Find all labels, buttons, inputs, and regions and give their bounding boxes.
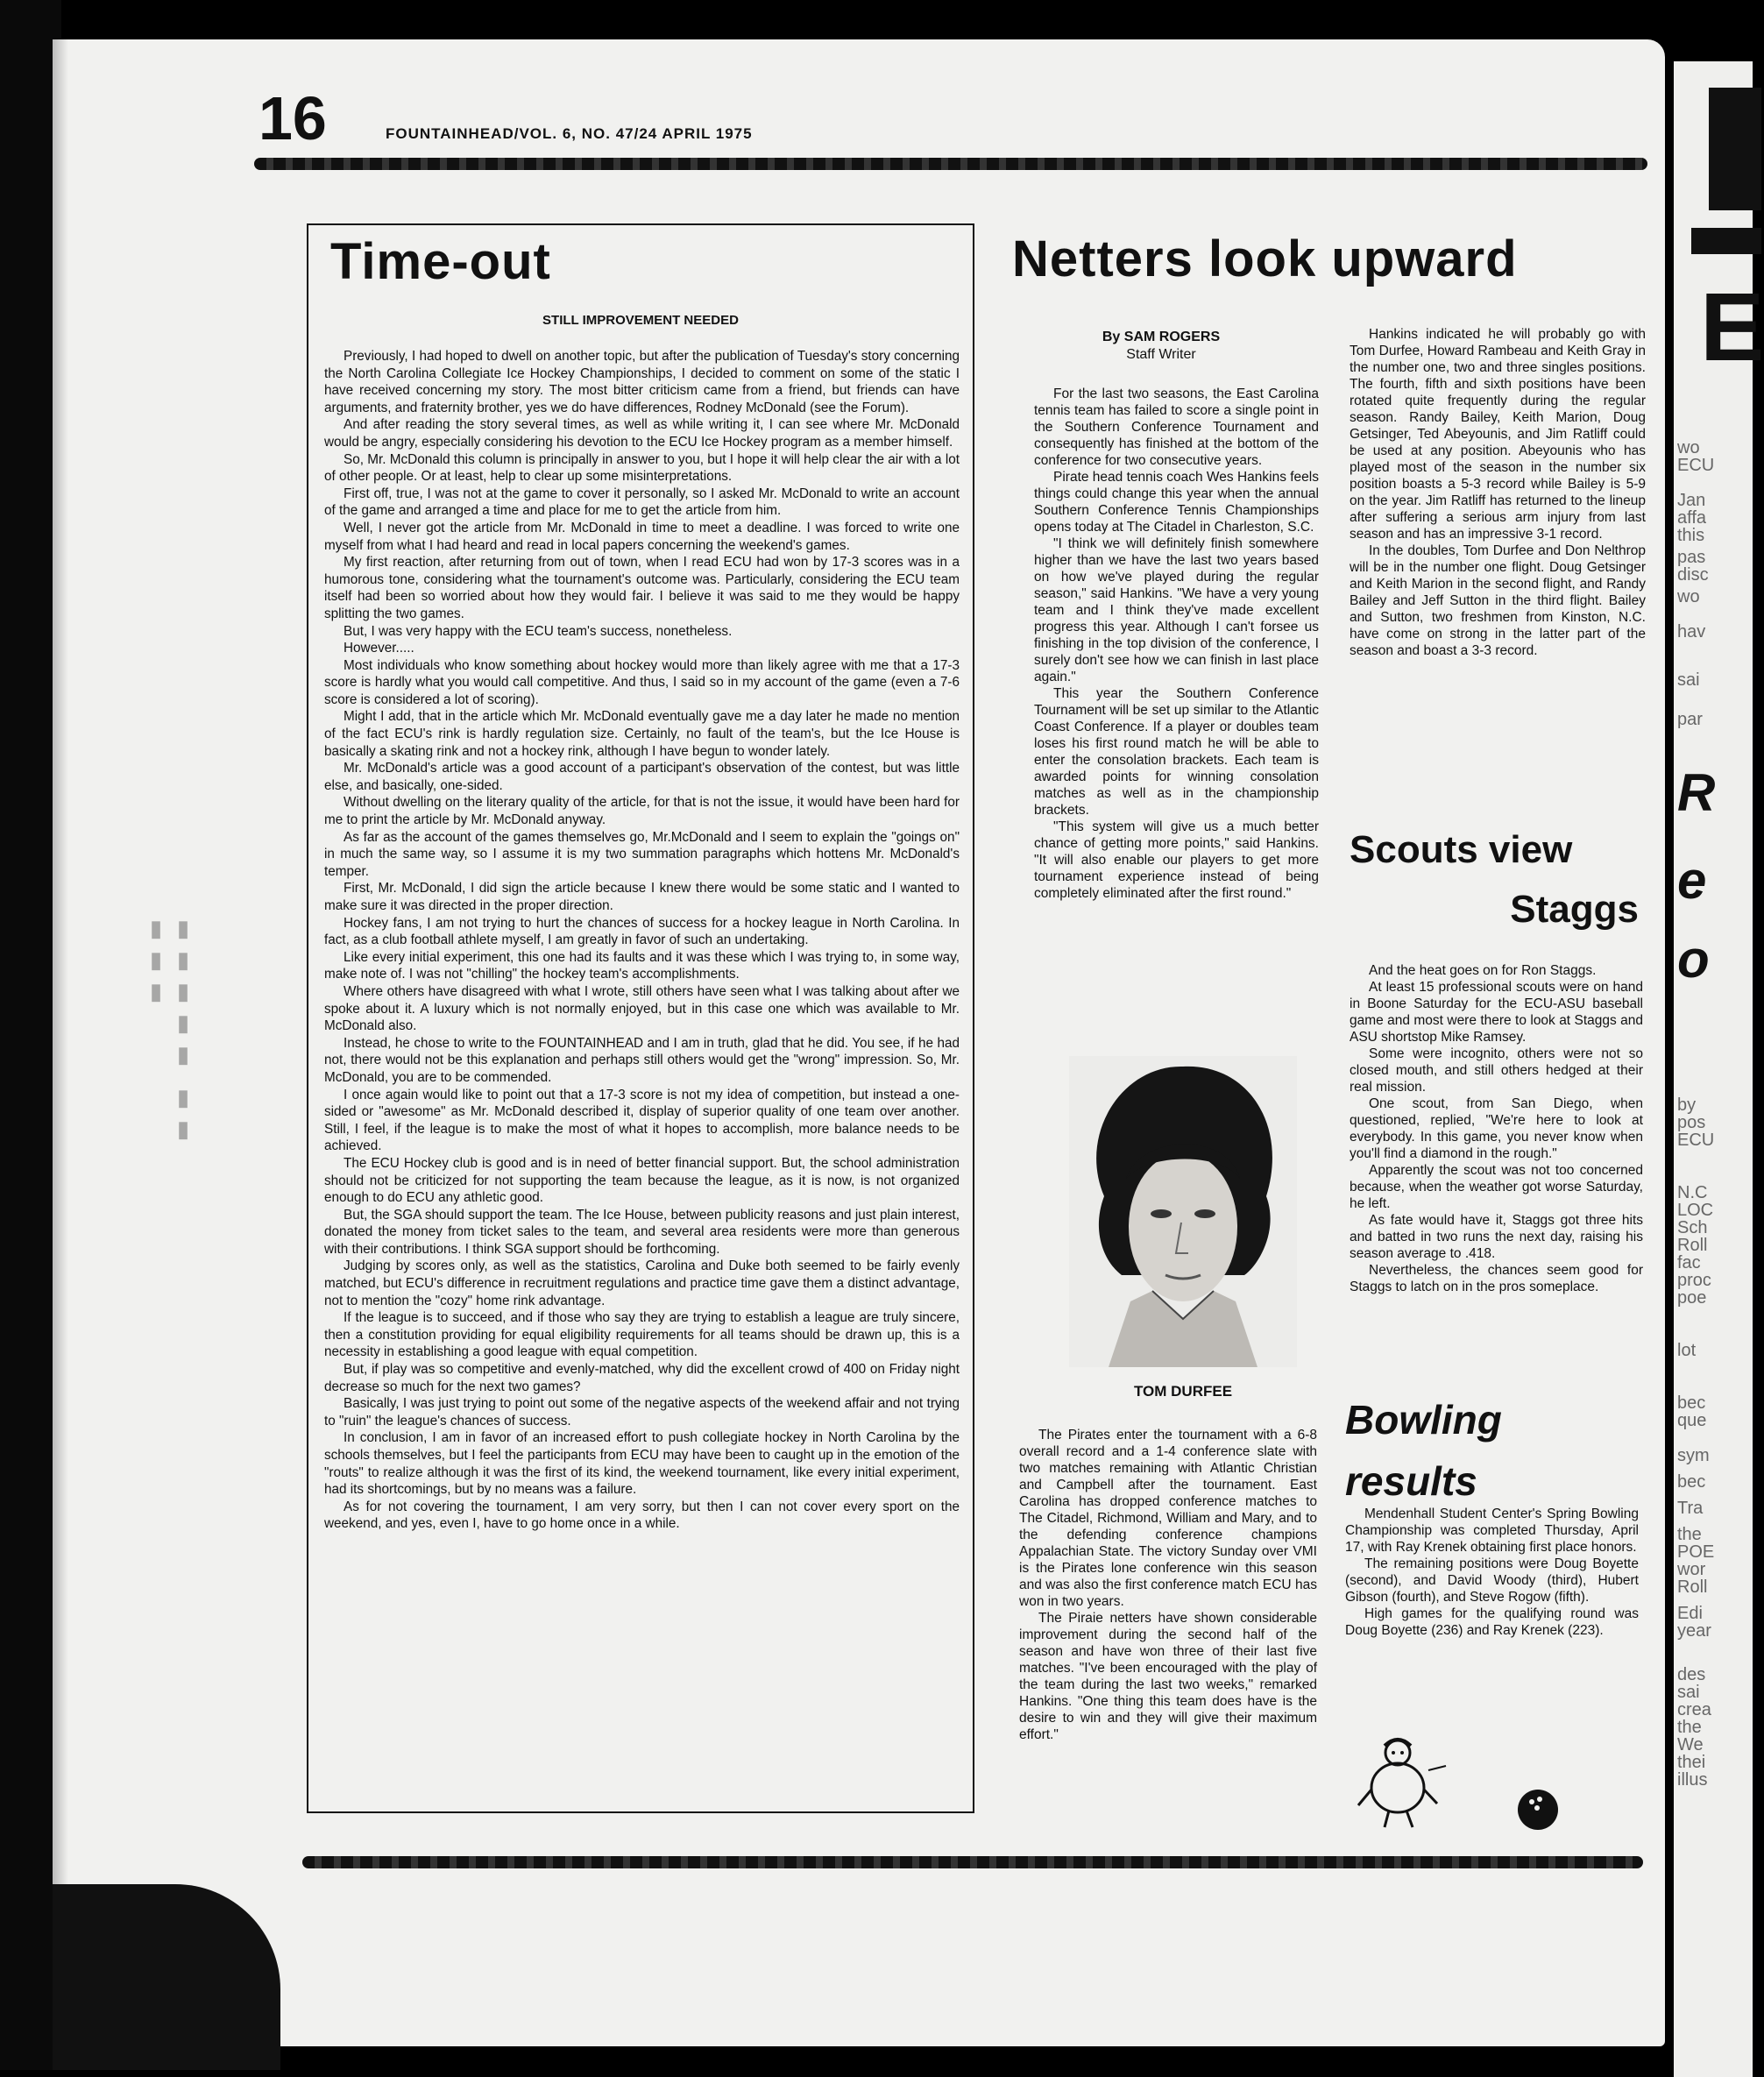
adjacent-fragment: sai [1677,670,1700,690]
adjacent-fragment: lot [1677,1341,1697,1360]
scouts-headline-line1: Scouts view [1350,828,1573,871]
time-out-paragraph: Hockey fans, I am not trying to hurt the chances of success for a hockey league in North Carolina. In fact, as a club football athlete myself, I am greatly in favor of such an undertaking. [324,915,960,948]
adjacent-headline-block [1709,88,1761,210]
time-out-paragraph: Without dwelling on the literary quality of the article, for that is not the issue, it would have been hard for me to print the article by Mr. McDonald anyway. [324,795,960,828]
adjacent-fragment: wor [1677,1560,1706,1579]
adjacent-fragment: pas [1677,548,1706,567]
adjacent-fragment: POE [1677,1542,1715,1562]
time-out-paragraph: Basically, I was just trying to point out some of the negative aspects of the weekend affair and not trying to "ruin" the league's chances of success. [324,1396,960,1428]
adjacent-fragment: Edi [1677,1604,1703,1623]
time-out-paragraph: First, Mr. McDonald, I did sign the article because I knew there would be some static and I wanted to make sure it was directed in the proper direction. [324,881,960,913]
time-out-paragraph: Well, I never got the article from Mr. McDonald in time to meet a deadline. I was forced to write one myself from what I had heard and read in local papers concerning the weekend's games. [324,520,960,553]
netters-paragraph: The Pirates enter the tournament with a 6-8 overall record and a 1-4 conference slate with two matches remaining with Atlantic Christian and Campbell after the tournament. East Carolina has dropped conference matches to The Citadel, Richmond, William and Mary, and to the defending conference champions Appalachian State. The victory Sunday over VMI is the Pirates lone conference win this season and was also the first conference match ECU has won in two years. [1019,1428,1317,1609]
folio-line: FOUNTAINHEAD/VOL. 6, NO. 47/24 APRIL 1975 [386,125,753,142]
scouts-paragraph: Apparently the scout was not too concerned because, when the weather got worse Saturday, he left. [1350,1163,1643,1211]
time-out-paragraph: As far as the account of the games themselves go, Mr.McDonald and I seem to explain the "goings on" in much the same way, so I assume it is my two summation paragraphs which hottens Mr. McDonald's temper. [324,829,960,879]
adjacent-fragment: par [1677,710,1703,729]
adjacent-fragment: o [1677,930,1710,989]
adjacent-fragment: affa [1677,508,1706,528]
adjacent-fragment: wo [1677,438,1700,457]
time-out-paragraph: However..... [344,641,414,656]
adjacent-fragment: poe [1677,1288,1707,1308]
byline-name: By SAM ROGERS [1102,330,1221,344]
footer-rule [302,1856,1643,1868]
time-out-body [324,348,960,1803]
adjacent-fragment: Sch [1677,1218,1708,1237]
time-out-paragraph: But, if play was so competitive and evenly-matched, why did the excellent crowd of 400 on Friday night decrease so much for the next two games? [324,1362,960,1394]
adjacent-fragment: hav [1677,622,1706,642]
adjacent-fragment: que [1677,1411,1707,1430]
adjacent-fragment: Roll [1677,1236,1708,1255]
netters-paragraph: This year the Southern Conference Tournament will be set up similar to the Atlantic Coast Conference. If a player or doubles team loses his first round match he will be able to enter the consolation brackets. Each team is awarded points for winning consolation matches as well as in the championship brackets. [1034,686,1319,818]
adjacent-fragment: Jan [1677,491,1706,510]
time-out-column [307,223,974,1813]
time-out-paragraph: Judging by scores only, as well as the statistics, Carolina and Duke both seemed to be fairly evenly matched, but ECU's difference in recruitment regulations and practice time gave them a distinct advantage, not to mention the "cozy" home rink advantage. [324,1258,960,1308]
time-out-paragraph: The ECU Hockey club is good and is in need of better financial support. But, the school administration should not be criticized for not supporting the team because the league, as it is now, is not organized enough to do ECU any athletic good. [324,1155,960,1206]
scouts-paragraph: And the heat goes on for Ron Staggs. [1369,963,1597,978]
time-out-paragraph: In conclusion, I am in favor of an increased effort to push collegiate hockey in North Carolina by the schools themselves, but I feel the participants from ECU may have been to caught up in the emotion of the "routs" to realize although it was the first of its kind, the weekend tournament, like every initial experiment, had its shortcomings, but by no means was a failure. [324,1430,960,1498]
scouts-paragraph: As fate would have it, Staggs got three hits and batted in two runs the next day, raising his season average to .418. [1350,1213,1643,1261]
scouts-paragraph: Some were incognito, others were not so closed mouth, and still others hedged at their real mission. [1350,1046,1643,1095]
adjacent-rule [1691,228,1761,254]
adjacent-letter: E [1700,273,1764,381]
scouts-body [1350,962,1643,1374]
netters-paragraph: The Piraie netters have shown considerable improvement during the second half of the season and have won three of their last five matches. "I've been encouraged with the play of the team during the last two weeks," remarked Hankins. "One thing this team does have is the desire to win and they will give their maximum effort." [1019,1611,1317,1742]
header-rule [254,158,1647,170]
scouts-headline-line2: Staggs [1510,888,1639,931]
adjacent-fragment: Roll [1677,1577,1708,1597]
time-out-paragraph: As for not covering the tournament, I am very sorry, but then I can not cover every sport on the weekend, and yes, even I, have to go home once in a while. [324,1499,960,1532]
adjacent-fragment: sym [1677,1446,1710,1465]
netters-paragraph: Hankins indicated he will probably go with Tom Durfee, Howard Rambeau and Keith Gray in the number one, two and three singles positions. The fourth, fifth and sixth positions have been rotated quite frequently during the regular season. Randy Bailey, Keith Marion, Doug Getsinger, Ted Abeyounis, and Jim Ratliff could be used at any position. Abeyounis who has played most of the season in the number six position boasts a 5-3 record while Bailey is 5-9 on the year. Jim Ratliff has returned to the lineup after suffering a serious arm injury from last season and has an impressive 3-1 record. [1350,327,1646,542]
adjacent-fragment: wo [1677,587,1700,606]
netters-paragraph: "I think we will definitely finish somewhere higher than we have the last two years based on how we've played during the regular season," said Hankins. "We have a very young team and I think they've made excellent progress this year. Although I can't forsee us finishing in the top division of the conference, I surely don't see how we can finish in last place again." [1034,536,1319,684]
time-out-title: Time-out [330,233,551,290]
adjacent-fragment: bec [1677,1472,1706,1492]
adjacent-fragment: the [1677,1718,1702,1737]
time-out-paragraph: If the league is to succeed, and if those who say they are trying to establish a league are truly sincere, then a constitution providing for equal eligibility requirements for all teams should be drawn up, this is a necessity in establishing a good league with equal competition. [324,1310,960,1360]
adjacent-fragment: R [1677,763,1716,822]
time-out-paragraph: So, Mr. McDonald this column is principally in answer to you, but I hope it will help clear the air with a lot of other people. Or at least, help to clear up some misinterpretations. [324,451,960,485]
bowling-paragraph: High games for the qualifying round was Doug Boyette (236) and Ray Krenek (223). [1345,1606,1639,1638]
adjacent-fragment: sai [1677,1683,1700,1702]
time-out-subhead: STILL IMPROVEMENT NEEDED [542,313,739,328]
time-out-paragraph: Most individuals who know something about hockey would more than likely agree with me that a 17-3 score is hardly what you would call competitive. And thus, I said so in my account of the game (even a 7-6 score is considered a lot of scoring). [324,657,960,707]
adjacent-fragment: crea [1677,1700,1711,1719]
adjacent-fragment: this [1677,526,1705,545]
time-out-paragraph: But, the SGA should support the team. The Ice House, between publicity reasons and just plain interest, donated the money from ticket sales to the team, and several area residents were more than generous with their contributions. I think SGA support should be forthcoming. [324,1207,960,1257]
adjacent-fragment: ECU [1677,456,1715,475]
time-out-paragraph: And after reading the story several times, as well as while writing it, I can see where Mr. McDonald would be angry, especially considering his devotion to the ECU Ice Hockey program as a member himself. [324,417,960,450]
scanner-thumb [53,1884,280,2070]
time-out-paragraph: But, I was very happy with the ECU team's success, nonetheless. [344,623,733,639]
time-out-paragraph: Previously, I had hoped to dwell on another topic, but after the publication of Tuesday's story concerning the North Carolina Collegiate Ice Hockey Championships, I decided to comment on some of the static I have received concerning my story. The most bitter criticism came from a friend, but friends can have arguments, and fraternity brother, yes we do have differences, Rodney McDonald (see the Forum). [324,349,960,415]
netters-paragraph: In the doubles, Tom Durfee and Don Nelthrop will be in the number one flight. Doug Getsinger and Keith Marion in the second flight, and Randy Bailey and Jeff Sutton in the third flight. Bailey and Sutton, two freshmen from Kinston, N.C. have come on strong in the latter part of the season and boast a 3-3 record. [1350,543,1646,658]
bowling-paragraph: Mendenhall Student Center's Spring Bowling Championship was completed Thursday, April 17, with Ray Krenek obtaining first place honors. [1345,1506,1639,1555]
adjacent-fragment: the [1677,1525,1702,1544]
tom-durfee-photo [1069,1056,1297,1367]
netters-paragraph: For the last two seasons, the East Carolina tennis team has failed to score a single point in the Southern Conference Tournament and consequently has finished at the bottom of the conference for two consecutive years. [1034,386,1319,468]
adjacent-fragment: ECU [1677,1131,1715,1150]
time-out-paragraph: My first reaction, after returning from out of town, when I read ECU had won by 17-3 scores was in a humorous tone, considering what the tournament's outcome was. Particularly, considering the ECU team itself had been so worried about how they would fair. I believe it was said to me they would be happy splitting the two games. [324,555,960,621]
scouts-paragraph: Nevertheless, the chances seem good for Staggs to latch on in the pros someplace. [1350,1263,1643,1294]
adjacent-fragment: bec [1677,1393,1706,1413]
adjacent-fragment: by [1677,1095,1697,1115]
adjacent-fragment: des [1677,1665,1706,1684]
netters-paragraph: Pirate head tennis coach Wes Hankins feels things could change this year when the annual Southern Conference Tennis Championships opens today at The Citadel in Charleston, S.C. [1034,470,1319,535]
adjacent-fragment: thei [1677,1753,1706,1772]
scouts-paragraph: At least 15 professional scouts were on hand in Boone Saturday for the ECU-ASU baseball game and most were there to look at Staggs and ASU shortstop Mike Ramsey. [1350,980,1643,1045]
scouts-headline [1350,828,1639,932]
time-out-paragraph: I once again would like to point out that a 17-3 score is not my idea of competition, but instead a one-sided or "awesome" as Mr. McDonald described it, display of superior quality of one team over another. Still, I feel, if the league is to make the most of what it hopes to accomplish, more balance needs to be achieved. [324,1087,960,1154]
bowling-headline [1345,1389,1502,1512]
byline-title: Staff Writer [1126,347,1196,362]
bowling-ball-icon [1516,1788,1560,1832]
netters-column-2 [1350,326,1646,764]
bowling-headline-line2: results [1345,1458,1477,1504]
scouts-paragraph: One scout, from San Diego, when questioned, replied, "We're here to look at everybody. In this game, you never know when you'll find a diamond in the rough." [1350,1096,1643,1161]
adjacent-fragment: e [1677,851,1707,910]
adjacent-fragment: We [1677,1735,1704,1754]
time-out-paragraph: Like every initial experiment, this one had its faults and it was these which I was trying to, in some way, make note of. I was not "chilling" the hockey team's accomplishments. [324,949,960,982]
bowling-body [1345,1506,1639,1716]
time-out-paragraph: Instead, he chose to write to the FOUNTAINHEAD and I am in truth, glad that he did. You see, if he had not, there would not be this explanation and perhaps still others would get the "wrong" impression. So, Mr. McDonald, you are to be commended. [324,1035,960,1085]
adjacent-fragment: proc [1677,1271,1711,1290]
pirate-mascot-icon [1350,1726,1455,1832]
adjacent-fragment: year [1677,1621,1711,1641]
netters-column-1 [1034,386,1319,1043]
adjacent-page-fragment [1674,61,1764,2077]
netters-headline: Netters look upward [1012,230,1518,287]
adjacent-fragment: N.C [1677,1183,1708,1202]
adjacent-fragment: illus [1677,1770,1708,1790]
adjacent-fragment: Tra [1677,1499,1704,1518]
adjacent-fragment: fac [1677,1253,1701,1272]
netters-paragraph: "This system will give us a much better chance of getting more points," said Hankins. "It will also enable our players to get more tournament experience instead of being completely eliminated after the first round." [1034,819,1319,901]
netters-byline [1030,329,1293,364]
binding-shadow [53,39,68,2046]
adjacent-fragment: disc [1677,565,1709,585]
adjacent-fragment: pos [1677,1113,1706,1132]
time-out-paragraph: First off, true, I was not at the game to cover it personally, so I asked Mr. McDonald to write an account of the game and arranged a time and place for me to get the article from him. [324,486,960,519]
photo-caption: TOM DURFEE [1133,1383,1233,1400]
adjacent-fragment: LOC [1677,1201,1714,1220]
time-out-paragraph: Where others have disagreed with what I wrote, still others have seen what I was talking about after we spoke about it. A luxury which is not normally enjoyed, but in this case one which was available to Mr. McDonald also. [324,983,960,1034]
page-number: 16 [259,84,327,152]
bowling-headline-line1: Bowling [1345,1397,1502,1443]
bowling-paragraph: The remaining positions were Doug Boyette (second), and David Woody (third), Hubert Gibson (fourth), and Steve Rogow (fifth). [1345,1556,1639,1605]
library-stamp-mark: ▮▮▮▮▮ ▮▮ ▮▮▮ [144,916,197,1149]
netters-column-1-continued [1019,1427,1317,1751]
time-out-paragraph: Might I add, that in the article which Mr. McDonald eventually gave me a day later he made no mention of the fact ECU's rink is hardly regulation size. Certainly, no fault of the team's, but the Ice House is basically a skating rink and not a hockey rink, although I have begun to wonder lately. [324,709,960,759]
time-out-paragraph: Mr. McDonald's article was a good account of a participant's observation of the contest, but was little else, and basically, one-sided. [324,761,960,793]
